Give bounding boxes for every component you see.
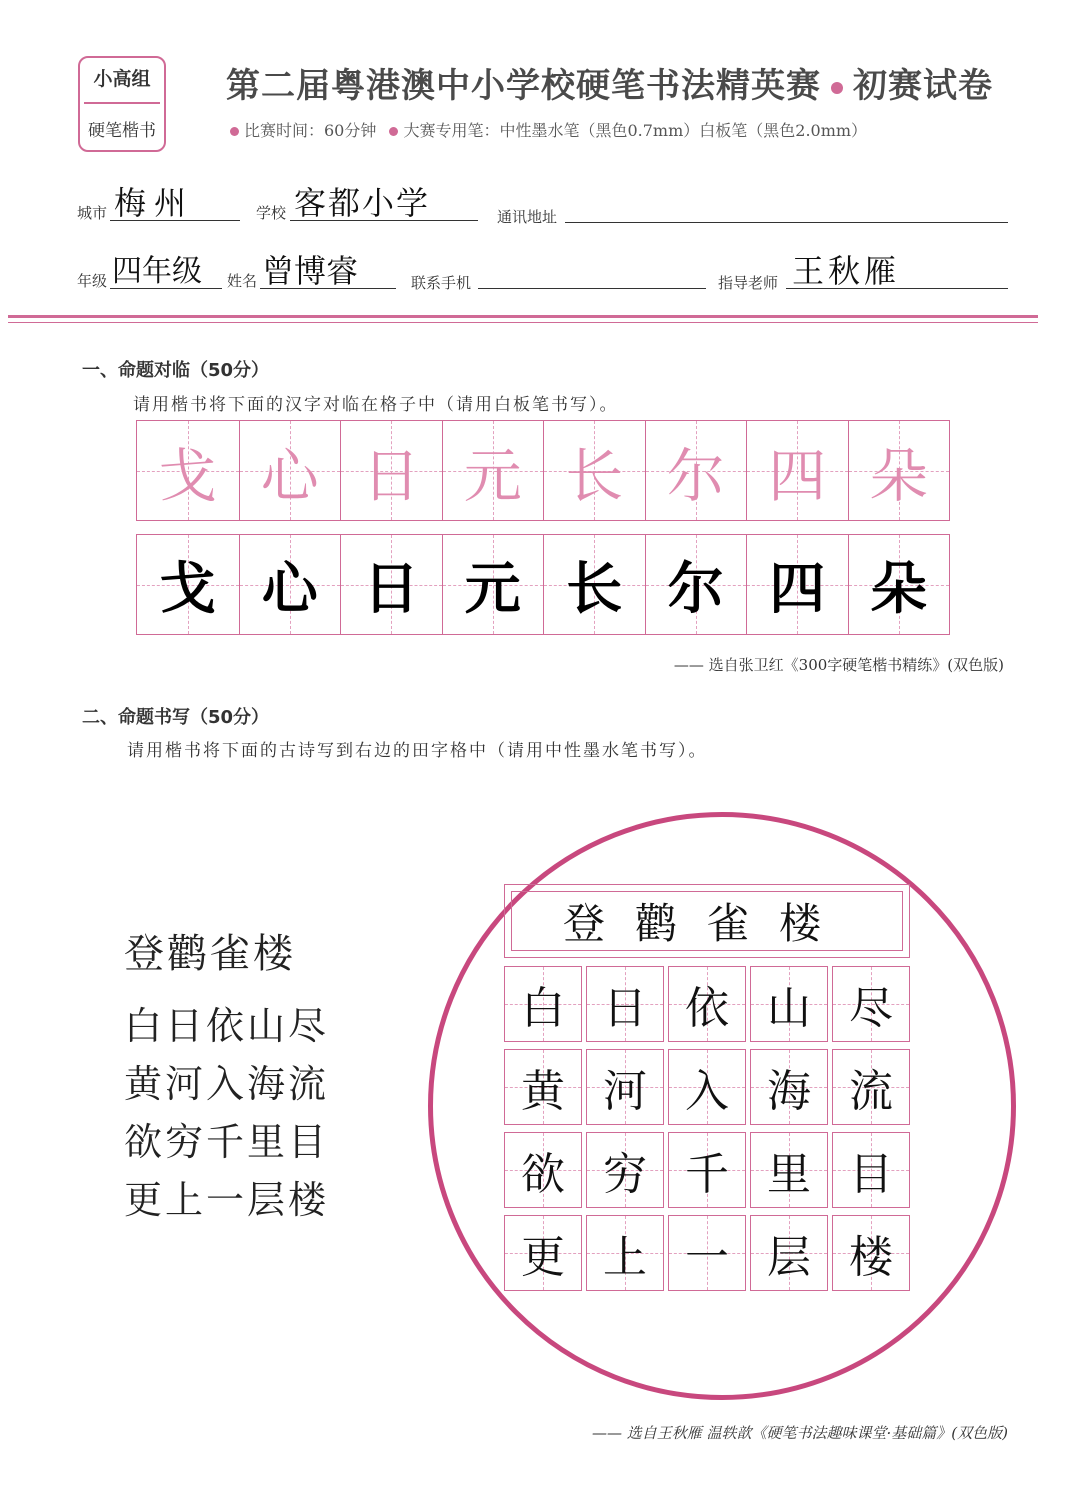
phone-field[interactable] — [478, 286, 706, 289]
poem-line: 更上一层楼 — [124, 1178, 330, 1222]
written-char: 楼 — [849, 1232, 893, 1283]
tianzige-grid[interactable] — [504, 966, 914, 1296]
grid-cell[interactable] — [668, 1215, 746, 1291]
section2-source: —— 选自王秋雁 温轶歆《硬笔书法趣味课堂·基础篇》(双色版) — [591, 1424, 1008, 1442]
badge-group-label: 小高组 — [93, 68, 151, 90]
written-char: 层 — [767, 1232, 811, 1283]
written-title-box[interactable] — [504, 884, 910, 958]
poem-title: 登鹳雀楼 — [124, 931, 296, 977]
city-field[interactable]: 梅州 — [114, 184, 195, 222]
exam-rules — [230, 118, 867, 141]
poem-text — [124, 925, 329, 1229]
written-char: 山 — [767, 983, 811, 1034]
written-char: 日 — [603, 983, 647, 1034]
grade-field[interactable]: 四年级 — [112, 254, 202, 289]
written-char: 里 — [767, 1149, 811, 1200]
teacher-field[interactable]: 王秋雁 — [792, 252, 901, 290]
written-char: 欲 — [521, 1149, 565, 1200]
grid-cell[interactable] — [832, 966, 910, 1042]
copy-char: 朵 — [870, 555, 927, 622]
poem-line: 白日依山尽 — [124, 1004, 330, 1048]
model-char: 尔 — [666, 441, 725, 510]
grid-cell[interactable] — [750, 1215, 828, 1291]
model-char: 戈 — [158, 441, 217, 510]
written-title: 登鹳雀楼 — [511, 891, 903, 951]
copy-cell[interactable] — [442, 535, 544, 634]
grid-cell[interactable] — [750, 1049, 828, 1125]
bullet-dot-icon — [389, 127, 398, 136]
grid-cell[interactable] — [586, 1132, 664, 1208]
section1-source: —— 选自张卫红《300字硬笔楷书精练》(双色版) — [673, 656, 1004, 674]
copy-char: 日 — [363, 555, 420, 622]
teacher-label: 指导老师 — [718, 274, 779, 292]
model-cell — [137, 421, 239, 520]
written-char: 海 — [767, 1066, 811, 1117]
model-cell — [848, 421, 950, 520]
model-cell — [239, 421, 341, 520]
title-sub: 初赛试卷 — [853, 66, 993, 106]
copy-char: 四 — [769, 555, 826, 622]
copy-cell[interactable] — [645, 535, 747, 634]
model-char: 朵 — [869, 441, 928, 510]
grid-cell[interactable] — [504, 1049, 582, 1125]
written-char: 千 — [685, 1149, 729, 1200]
written-char: 流 — [849, 1066, 893, 1117]
header-divider-thin — [8, 322, 1038, 323]
copy-cell[interactable] — [340, 535, 442, 634]
section1-heading: 一、命题对临（50分） — [82, 360, 270, 381]
model-char: 四 — [768, 441, 827, 510]
copy-cell[interactable] — [746, 535, 848, 634]
group-badge — [78, 56, 166, 152]
section1-instruction: 请用楷书将下面的汉字对临在格子中（请用白板笔书写）。 — [133, 395, 619, 415]
grid-cell[interactable] — [832, 1049, 910, 1125]
copy-char: 元 — [464, 555, 521, 622]
poem-line: 欲穷千里目 — [124, 1120, 330, 1164]
rule-time: 比赛时间：60分钟 — [244, 121, 377, 140]
grid-cell[interactable] — [504, 1215, 582, 1291]
rule-pens: 大赛专用笔：中性墨水笔（黑色0.7mm）白板笔（黑色2.0mm） — [403, 121, 868, 140]
model-cell — [543, 421, 645, 520]
address-label: 通讯地址 — [497, 208, 558, 226]
grid-cell[interactable] — [832, 1132, 910, 1208]
grid-cell[interactable] — [586, 1215, 664, 1291]
written-char: 入 — [685, 1066, 729, 1117]
copy-cell[interactable] — [543, 535, 645, 634]
copy-cell[interactable] — [137, 535, 239, 634]
model-cell — [746, 421, 848, 520]
school-field[interactable]: 客都小学 — [294, 184, 431, 222]
model-char-grid — [136, 420, 950, 521]
copy-char: 戈 — [159, 555, 216, 622]
grid-cell[interactable] — [668, 1132, 746, 1208]
model-cell — [645, 421, 747, 520]
grid-cell[interactable] — [750, 1132, 828, 1208]
copy-cell[interactable] — [848, 535, 950, 634]
section2-heading: 二、命题书写（50分） — [82, 707, 270, 728]
model-char: 心 — [260, 441, 319, 510]
grid-cell[interactable] — [668, 1049, 746, 1125]
copy-char: 长 — [566, 555, 623, 622]
grid-cell[interactable] — [586, 966, 664, 1042]
model-cell — [442, 421, 544, 520]
copy-char: 心 — [261, 555, 318, 622]
model-char: 元 — [463, 441, 522, 510]
model-char: 长 — [565, 441, 624, 510]
poem-line: 黄河入海流 — [124, 1062, 330, 1106]
written-char: 上 — [603, 1232, 647, 1283]
school-label: 学校 — [256, 204, 287, 222]
city-label: 城市 — [77, 204, 108, 222]
bullet-dot-icon — [230, 127, 239, 136]
phone-label: 联系手机 — [411, 274, 472, 292]
name-label: 姓名 — [227, 272, 258, 290]
written-char: 河 — [603, 1066, 647, 1117]
grid-cell[interactable] — [586, 1049, 664, 1125]
written-char: 更 — [521, 1232, 565, 1283]
address-field[interactable] — [565, 220, 1008, 223]
badge-divider — [84, 102, 160, 104]
section2-instruction: 请用楷书将下面的古诗写到右边的田字格中（请用中性墨水笔书写）。 — [127, 741, 708, 761]
page-title — [226, 58, 993, 107]
badge-category-label: 硬笔楷书 — [88, 121, 156, 141]
grade-label: 年级 — [77, 272, 108, 290]
written-char: 依 — [685, 983, 729, 1034]
written-char: 穷 — [603, 1149, 647, 1200]
grid-cell[interactable] — [668, 966, 746, 1042]
written-char: 尽 — [849, 983, 893, 1034]
grid-cell[interactable] — [504, 1132, 582, 1208]
title-main: 第二届粤港澳中小学校硬笔书法精英赛 — [226, 66, 821, 106]
written-char: 白 — [521, 983, 565, 1034]
copy-char: 尔 — [667, 555, 724, 622]
copy-char-grid[interactable] — [136, 534, 950, 635]
written-char: 一 — [685, 1232, 729, 1283]
title-dot-icon — [831, 82, 843, 94]
grid-cell[interactable] — [750, 966, 828, 1042]
header-divider — [8, 315, 1038, 318]
written-char: 黄 — [521, 1066, 565, 1117]
name-field[interactable]: 曾博睿 — [262, 252, 359, 290]
model-char: 日 — [362, 441, 421, 510]
copy-cell[interactable] — [239, 535, 341, 634]
grid-cell[interactable] — [504, 966, 582, 1042]
grid-cell[interactable] — [832, 1215, 910, 1291]
model-cell — [340, 421, 442, 520]
written-char: 目 — [849, 1149, 893, 1200]
